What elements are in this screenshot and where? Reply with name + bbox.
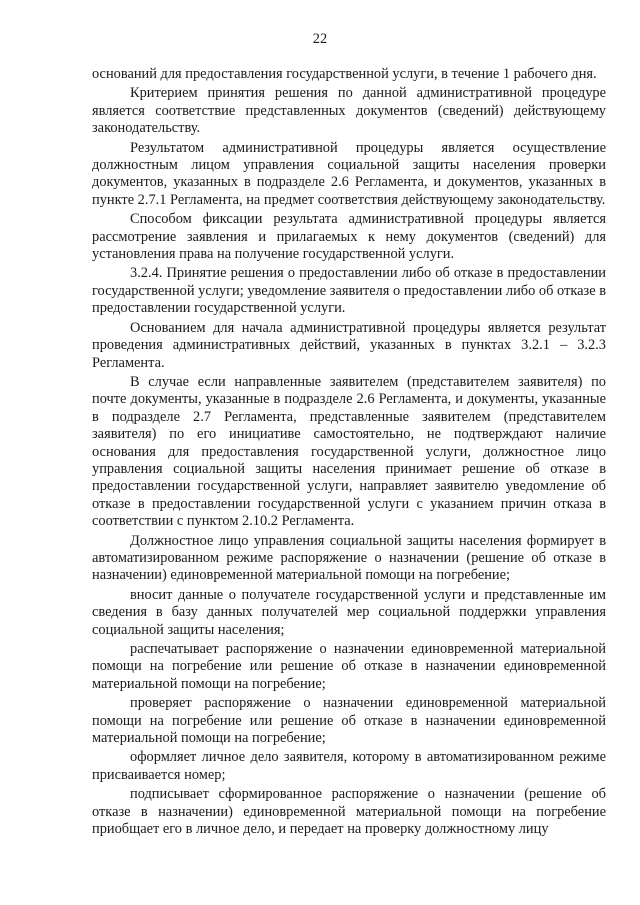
paragraph-basis: Основанием для начала административной процедуры является результат проведения административных действий, указанных в пунктах 3.2.1 – 3.2.3 Регламента. [92,319,606,371]
paragraph-prints: распечатывает распоряжение о назначении единовременной материальной помощи на погребение или решение об отказе в назначении единовременной материальной помощи на погребение; [92,641,606,692]
paragraph-checks: проверяет распоряжение о назначении единовременной материальной помощи на погребение или решение об отказе в назначении единовременной материальной помощи на погребение; [92,695,606,747]
paragraph-refusal-case: В случае если направленные заявителем (представителем заявителя) по почте документы, указанные в подразделе 2.6 Регламента, и документы, указанные в подразделе 2.7 Регламента, представленные заявителем (представителем заявителя) по его инициативе самостоятельно, не подтверждают наличие основания для предоставления государственной услуги, должностное лицо управления социальной защиты населения принимает решение об отказе в предоставлении государственной услуги, направляет заявителю уведомление об отказе в предоставлении государственной услуги с указанием причин отказа в соответствии с пунктом 2.10.2 Регламента. [92,373,606,530]
paragraph-continuation: оснований для предоставления государственной услуги, в течение 1 рабочего дня. [92,66,597,82]
paragraph-personal-file: оформляет личное дело заявителя, которому в автоматизированном режиме присваивается номер; [92,749,606,783]
page-number: 22 [312,31,328,47]
paragraph-fixation-method: Способом фиксации результата административной процедуры является рассмотрение заявления и прилагаемых к нему документов (сведений) для установления права на получение государственной услуги. [92,211,606,263]
paragraph-enters-data: вносит данные о получателе государственной услуги и представленные им сведения в базу данных получателей мер социальной поддержки управления социальной защиты населения; [92,586,606,638]
document-body [92,66,606,840]
paragraph-official-forms: Должностное лицо управления социальной защиты населения формирует в автоматизированном режиме распоряжение о назначении (решение об отказе в назначении) единовременной материальной помощи на погребение; [92,532,606,584]
paragraph-signs: подписывает сформированное распоряжение о назначении (решение об отказе в назначении) единовременной материальной помощи на погребение приобщает его в личное дело, и передает на проверку должностному лицу [92,786,606,838]
paragraph-result: Результатом административной процедуры является осуществление должностным лицом управления социальной защиты населения проверки документов, указанных в подразделе 2.6 Регламента, и документов, указанных в пункте 2.7.1 Регламента, на предмет соответствия действующему законодательству. [92,139,606,208]
section-3-2-4-heading: 3.2.4. Принятие решения о предоставлении либо об отказе в предоставлении государственной услуги; уведомление заявителя о предоставлении либо об отказе в предоставлении государственной услуги. [92,265,606,317]
paragraph-criterion: Критерием принятия решения по данной административной процедуре является соответствие представленных документов (сведений) действующему законодательству. [92,85,606,137]
